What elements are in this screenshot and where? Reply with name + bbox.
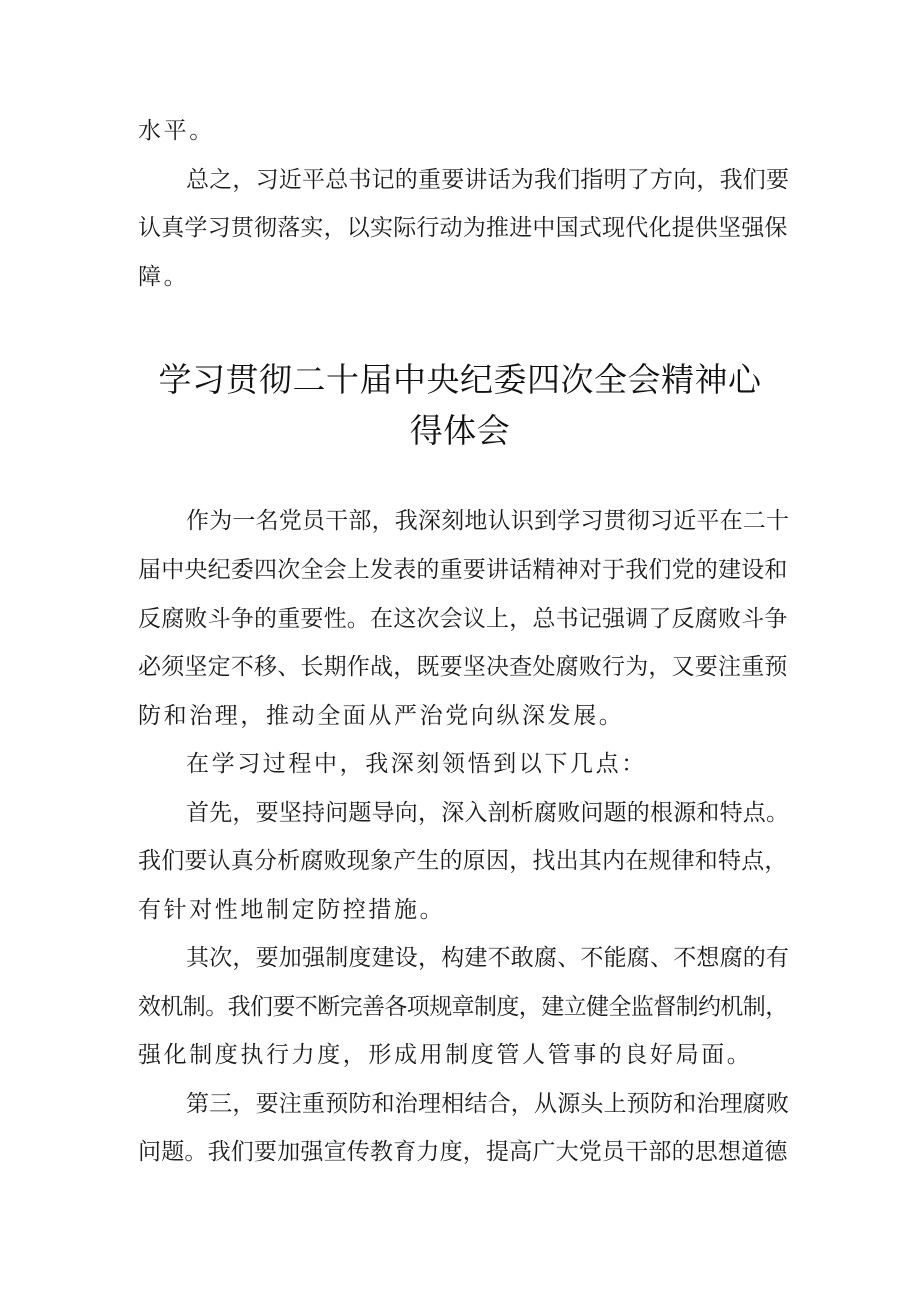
- text-line: 防和治理，推动全面从严治党向纵深发展。: [138, 703, 625, 729]
- text-line: 届中央纪委四次全会上发表的重要讲话精神对于我们党的建设和: [138, 557, 788, 583]
- text-line: 问题。我们要加强宣传教育力度，提高广大党员干部的思想道德: [138, 1139, 788, 1165]
- text-line: 水平。: [138, 118, 215, 144]
- text-line: 其次，要加强制度建设，构建不敢腐、不能腐、不想腐的有: [186, 945, 790, 971]
- text-line: 作为一名党员干部，我深刻地认识到学习贯彻习近平在二十: [186, 508, 790, 534]
- article-title: 学习贯彻二十届中央纪委四次全会精神心: [158, 360, 762, 399]
- text-line: 强化制度执行力度，形成用制度管人管事的良好局面。: [138, 1042, 753, 1068]
- text-line: 障。: [138, 264, 190, 290]
- article-title-continued: 得体会: [409, 411, 511, 450]
- text-line: 反腐败斗争的重要性。在这次会议上，总书记强调了反腐败斗争: [138, 606, 788, 632]
- text-line: 在学习过程中，我深刻领悟到以下几点：: [186, 751, 647, 777]
- text-line: 我们要认真分析腐败现象产生的原因，找出其内在规律和特点，: [138, 848, 788, 874]
- text-line: 有针对性地制定防控措施。: [138, 897, 446, 923]
- text-line: 必须坚定不移、长期作战，既要坚决查处腐败行为，又要注重预: [138, 654, 788, 680]
- text-line: 效机制。我们要不断完善各项规章制度，建立健全监督制约机制，: [138, 994, 788, 1020]
- text-line: 总之，习近平总书记的重要讲话为我们指明了方向，我们要: [186, 167, 790, 193]
- text-line: 认真学习贯彻落实，以实际行动为推进中国式现代化提供坚强保: [138, 215, 788, 241]
- text-line: 首先，要坚持问题导向，深入剖析腐败问题的根源和特点。: [186, 800, 790, 826]
- text-line: 第三，要注重预防和治理相结合，从源头上预防和治理腐败: [186, 1091, 790, 1117]
